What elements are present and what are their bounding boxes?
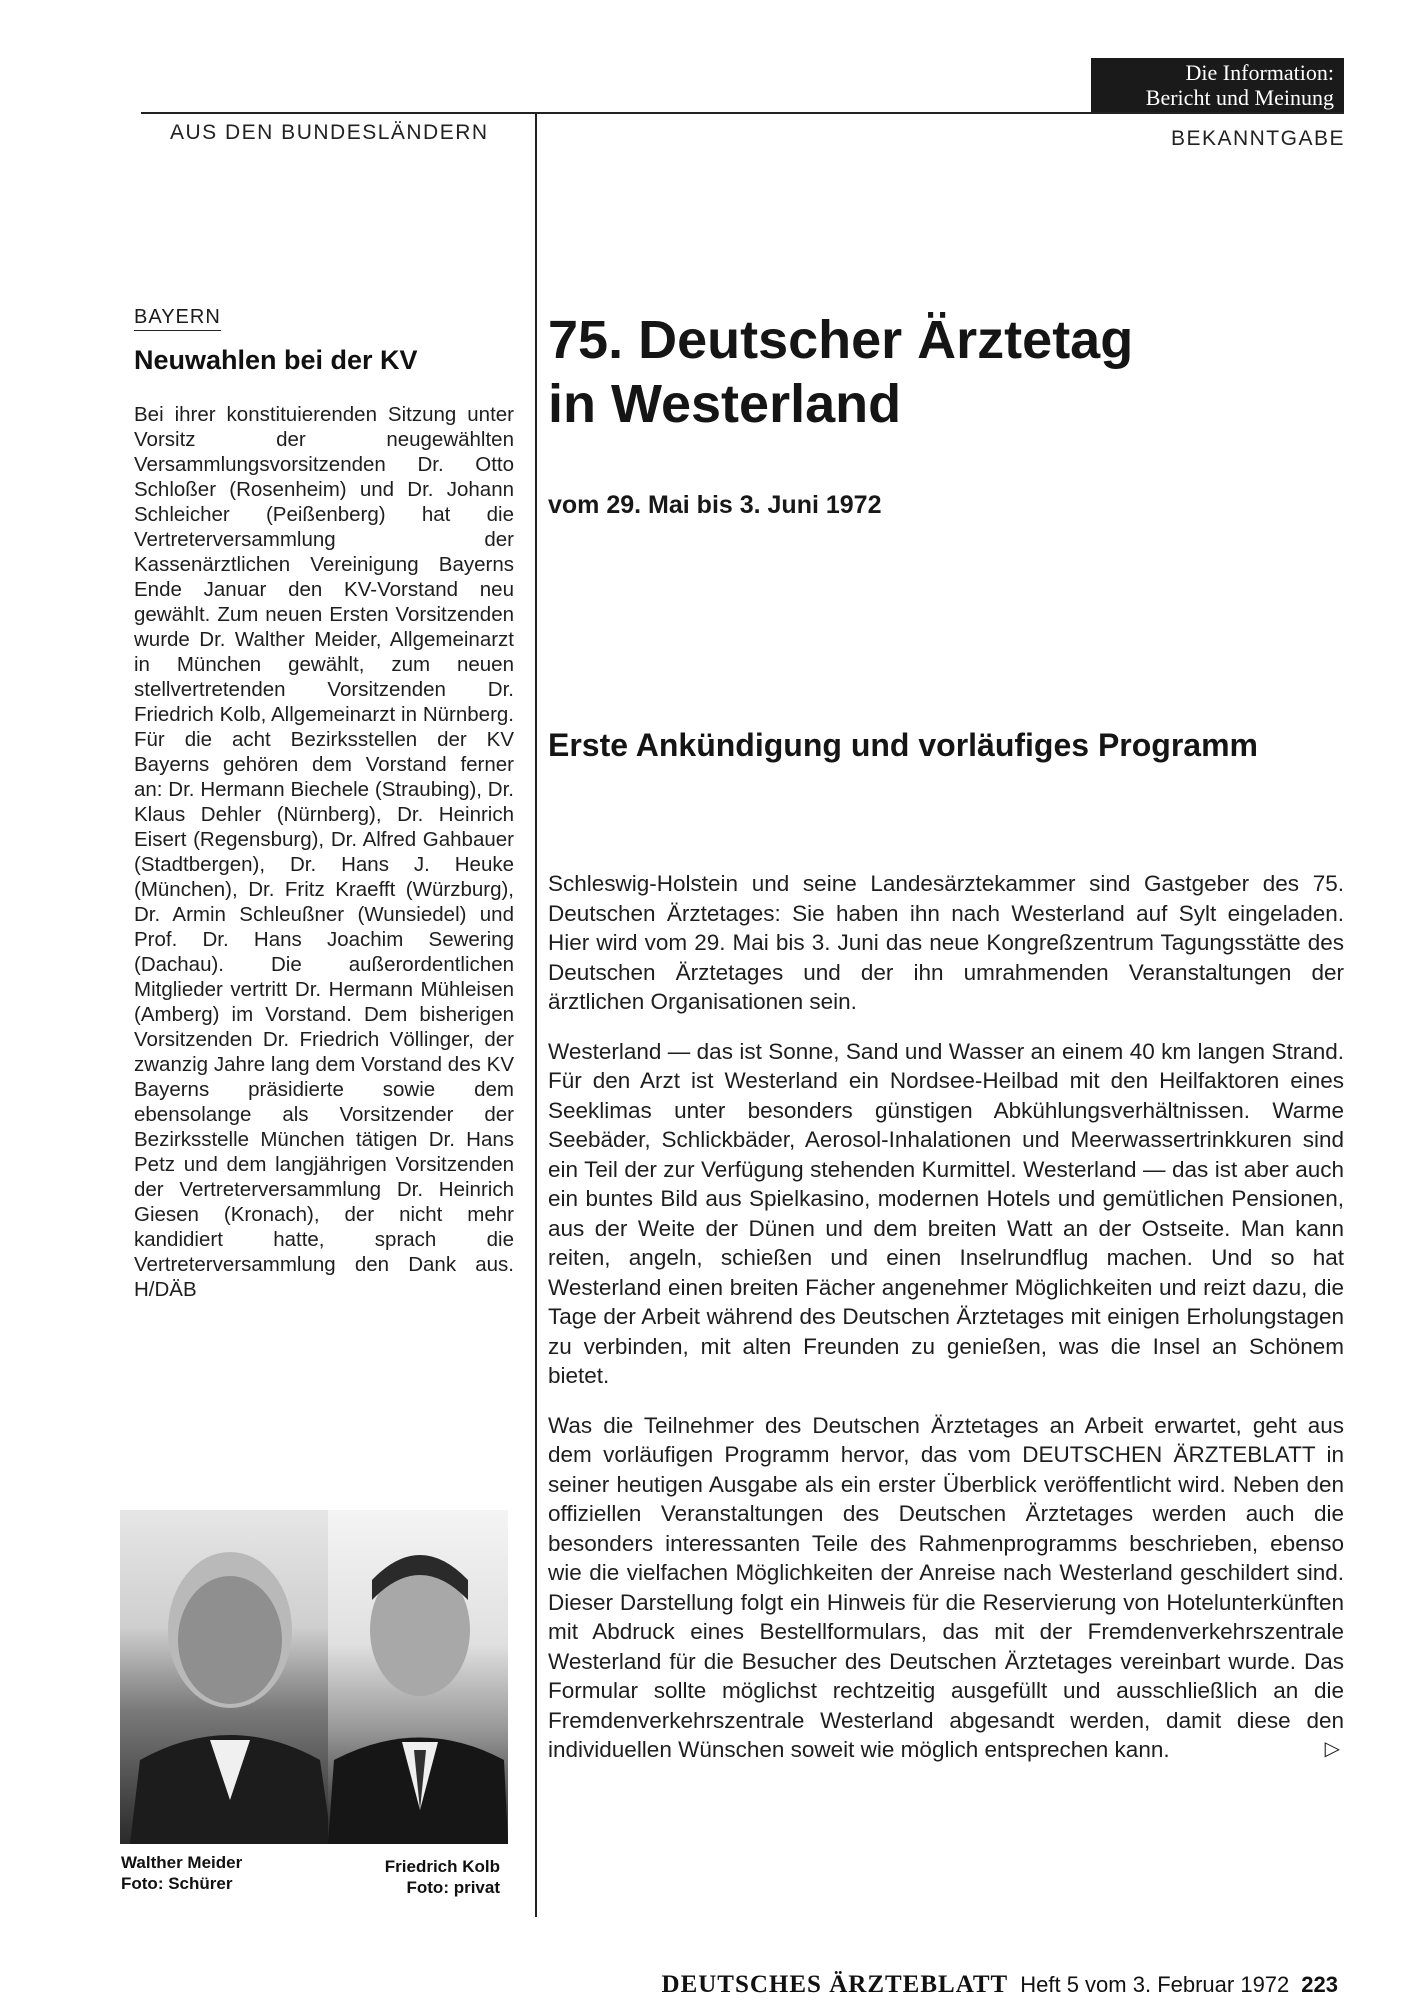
journal-name: DEUTSCHES ÄRZTEBLATT [661,1971,1009,1998]
portrait-photo-meider [120,1510,338,1844]
paragraph-text: Was die Teilnehmer des Deutschen Ärztetages an Arbeit erwartet, geht aus dem vorläufigen Programm hervor, das vom DEUTSCHEN ÄRZTEBLATT in seiner heutigen Ausgabe als ein erster Überblick veröffentlicht wird. Neben den offiziellen Veranstaltungen des Deutschen Ärztetages werden auch die besonders interessanten Teile des Rahmenprogramms beschrieben, ebenso wie die vielfachen Möglichkeiten der Anreise nach Westerland geschildert sind. Dieser Darstellung folgt ein Hinweis für die Reservierung von Hotelunterkünften mit Abdruck eines Bestellformulars, das mit der Fremdenverkehrszentrale Westerland für die Besucher des Deutschen Ärztetages vereinbart wurde. Das Formular sollte möglichst rechtzeitig ausgefüllt und ausschließlich an die Fremdenverkehrszentrale Westerland abgesandt werden, damit diese den individuellen Wünschen soweit wie möglich entsprechen kann. [548,1412,1344,1762]
photo-caption-meider [121,1852,242,1894]
left-article-body: Bei ihrer konstituierenden Sitzung unter Vorsitz der neugewählten Versammlungsvorsitzenden Dr. Otto Schloßer (Rosenheim) und Dr. Johann Schleicher (Peißenberg) hat die Vertreterversammlung der Kassenärztlichen Vereinigung Bayerns Ende Januar den KV-Vorstand neu gewählt. Zum neuen Ersten Vorsitzenden wurde Dr. Walther Meider, Allgemeinarzt in München gewählt, zum neuen stellvertretenden Vorsitzenden Dr. Friedrich Kolb, Allgemeinarzt in Nürnberg. Für die acht Bezirksstellen der KV Bayerns gehören dem Vorstand ferner an: Dr. Hermann Biechele (Straubing), Dr. Klaus Dehler (Nürnberg), Dr. Heinrich Eisert (Regensburg), Dr. Alfred Gahbauer (Stadtbergen), Dr. Hans J. Heuke (München), Dr. Fritz Kraefft (Würzburg), Dr. Armin Schleußner (Wunsiedel) und Prof. Dr. Hans Joachim Sewering (Dachau). Die außerordentlichen Mitglieder vertritt Dr. Hermann Mühleisen (Amberg) im Vorstand. Dem bisherigen Vorsitzenden Dr. Friedrich Völlinger, der zwanzig Jahre lang dem Vorstand des KV Bayerns präsidierte sowie dem ebensolange als Vorsitzender der Bezirksstelle München tätigen Dr. Hans Petz und dem langjährigen Vorsitzenden der Vertreterversammlung Dr. Heinrich Giesen (Kronach), der nicht mehr kandidiert hatte, sprach die Vertreterversammlung den Dank aus. H/DÄB [134,403,514,1301]
continue-arrow-icon: ▷ [1324,1738,1340,1760]
photo-caption-name: Friedrich Kolb [384,1857,500,1876]
section-heading: Erste Ankündigung und vorläufiges Programm [548,727,1258,763]
main-subtitle: vom 29. Mai bis 3. Juni 1972 [548,491,882,519]
photo-caption-credit: Foto: privat [406,1878,500,1897]
section-label-left: AUS DEN BUNDESLÄNDERN [170,121,489,144]
left-article-heading: Neuwahlen bei der KV [134,345,418,375]
portrait-silhouette-icon [120,1510,338,1844]
paragraph: Westerland — das ist Sonne, Sand und Wasser an einem 40 km langen Strand. Für den Arzt ist Westerland ein Nordsee-Heilbad mit den Heilfaktoren eines Seeklimas unter besonders günstigen Abkühlungsverhältnissen. Warme Seebäder, Schlickbäder, Aerosol-Inhalationen und Meerwassertrinkkuren sind ein Teil der zur Verfügung stehenden Kurmittel. Westerland — das ist aber auch ein buntes Bild aus Spielkasino, modernen Hotels und gemütlichen Pensionen, aus der Weite der Dünen und dem breiten Watt an der Ostseite. Man kann reiten, angeln, schießen und einen Inselrundflug machen. Und so hat Westerland einen breiten Fächer angenehmer Möglichkeiten und reizt dazu, die Tage der Arbeit während des Deutschen Ärztetages mit einigen Erholungstagen zu verbinden, mit alten Freunden zu genießen, was die Insel an Schönem bietet. [548,1038,1344,1388]
column-divider [535,112,537,1917]
info-box-line1: Die Information: [1185,60,1334,85]
main-title-line1: 75. Deutscher Ärztetag [548,310,1134,370]
main-title-line2: in Westerland [548,374,902,434]
section-label-right: BEKANNTGABE [1170,127,1345,150]
page-footer [662,1971,1338,1999]
photo-caption-credit: Foto: Schürer [121,1874,233,1893]
top-rule [141,112,1344,114]
paragraph [548,1411,1344,1765]
portrait-photo-kolb [328,1510,508,1844]
portrait-silhouette-icon [328,1510,508,1844]
paragraph: Schleswig-Holstein und seine Landesärztekammer sind Gastgeber des 75. Deutschen Ärztetages: Sie haben ihn nach Westerland auf Sylt eingeladen. Hier wird vom 29. Mai bis 3. Juni das neue Kongreßzentrum Tagungsstätte des Deutschen Ärztetages und der ihn umrahmenden Veranstaltungen der ärztlichen Organisationen sein. [548,871,1344,1014]
photo-caption-kolb [385,1856,500,1898]
main-article-body [548,869,1344,1765]
info-box-line2: Bericht und Meinung [1145,85,1334,110]
region-label: BAYERN [134,306,221,331]
photo-caption-name: Walther Meider [121,1853,243,1872]
left-article [134,306,514,1302]
main-title [548,308,1308,436]
page-number: 223 [1301,1972,1338,1997]
issue-info: Heft 5 vom 3. Februar 1972 [1020,1972,1290,1997]
info-box [1091,58,1344,112]
